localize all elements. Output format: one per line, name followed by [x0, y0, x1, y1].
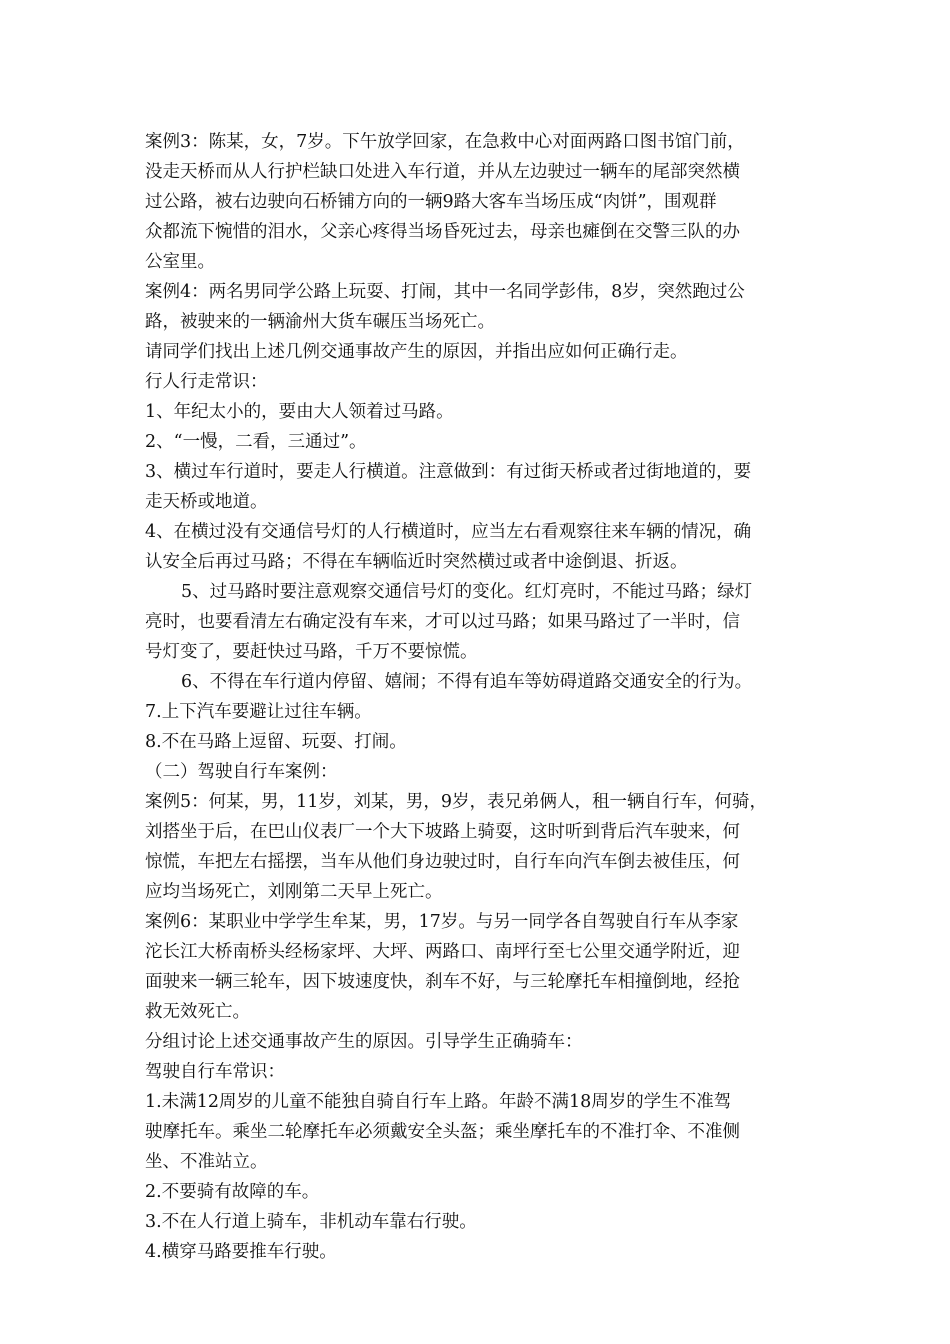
pedestrian-rule-3 [145, 457, 825, 517]
text-line: 坐、不准站立。 [145, 1152, 268, 1172]
pedestrian-rule-4 [145, 517, 825, 577]
paragraph-case-3 [145, 127, 825, 277]
text-line: 救无效死亡。 [145, 1002, 250, 1022]
text-line: 惊慌，车把左右摇摆，当车从他们身边驶过时，自行车向汽车倒去被佳压，何 [145, 852, 740, 872]
document-body [145, 127, 825, 1267]
text-line: 7.上下汽车要避让过往车辆。 [145, 702, 372, 722]
text-line: 6、不得在车行道内停留、嬉闹；不得有追车等妨碍道路交通安全的行为。 [181, 672, 753, 692]
text-line: 请同学们找出上述几例交通事故产生的原因，并指出应如何正确行走。 [145, 342, 688, 362]
text-line: 案例4：两名男同学公路上玩耍、打闹，其中一名同学彭伟，8岁，突然跑过公 [145, 282, 745, 302]
bicycle-rule-3 [145, 1207, 825, 1237]
heading-pedestrian-rules [145, 367, 825, 397]
pedestrian-rule-8 [145, 727, 825, 757]
text-line: 案例3：陈某，女，7岁。下午放学回家，在急救中心对面两路口图书馆门前， [145, 132, 745, 152]
paragraph-case-5 [145, 787, 825, 907]
text-line: 3、横过车行道时，要走人行横道。注意做到：有过街天桥或者过街地道的，要 [145, 462, 752, 482]
text-line: 过公路，被右边驶向石桥铺方向的一辆9路大客车当场压成“肉饼”，围观群 [145, 192, 717, 212]
text-line: 8.不在马路上逗留、玩耍、打闹。 [145, 732, 407, 752]
text-line: 5、过马路时要注意观察交通信号灯的变化。红灯亮时，不能过马路；绿灯 [181, 582, 753, 602]
text-line: 分组讨论上述交通事故产生的原因。引导学生正确骑车： [145, 1032, 583, 1052]
text-line: 4、在横过没有交通信号灯的人行横道时，应当左右看观察往来车辆的情况，确 [145, 522, 752, 542]
text-line: 认安全后再过马路；不得在车辆临近时突然横过或者中途倒退、折返。 [145, 552, 688, 572]
bicycle-rule-2 [145, 1177, 825, 1207]
text-line: 走天桥或地道。 [145, 492, 268, 512]
paragraph-case-4 [145, 277, 825, 337]
paragraph-case-6 [145, 907, 825, 1027]
text-line: 1、年纪太小的，要由大人领着过马路。 [145, 402, 454, 422]
text-line: 应均当场死亡，刘刚第二天早上死亡。 [145, 882, 443, 902]
text-line: 案例5：何某，男，11岁，刘某，男，9岁，表兄弟俩人，租一辆自行车，何骑， [145, 792, 768, 812]
heading-bicycle-rules [145, 1057, 825, 1087]
pedestrian-rule-5 [145, 577, 825, 667]
text-line: 刘搭坐于后，在巴山仪表厂一个大下坡路上骑耍，这时听到背后汽车驶来，何 [145, 822, 740, 842]
text-line: 沱长江大桥南桥头经杨家坪、大坪、两路口、南坪行至七公里交通学附近，迎 [145, 942, 740, 962]
text-line: 2.不要骑有故障的车。 [145, 1182, 320, 1202]
text-line: 驶摩托车。乘坐二轮摩托车必须戴安全头盔；乘坐摩托车的不准打伞、不准侧 [145, 1122, 740, 1142]
pedestrian-rule-1 [145, 397, 825, 427]
text-line: 案例6：某职业中学学生牟某，男，17岁。与另一同学各自驾驶自行车从李家 [145, 912, 739, 932]
text-line: 1.未满12周岁的儿童不能独自骑自行车上路。年龄不满18周岁的学生不准驾 [145, 1092, 732, 1112]
text-line: 面驶来一辆三轮车，因下坡速度快，刹车不好，与三轮摩托车相撞倒地，经抢 [145, 972, 740, 992]
text-line: 路，被驶来的一辆渝州大货车碾压当场死亡。 [145, 312, 495, 332]
section-heading-bicycle-cases [145, 757, 825, 787]
text-line: 驾驶自行车常识： [145, 1062, 285, 1082]
bicycle-rule-1 [145, 1087, 825, 1177]
text-line: 众都流下惋惜的泪水，父亲心疼得当场昏死过去，母亲也瘫倒在交警三队的办 [145, 222, 740, 242]
paragraph-task-2 [145, 1027, 825, 1057]
text-line: 亮时，也要看清左右确定没有车来，才可以过马路；如果马路过了一半时，信 [145, 612, 740, 632]
bicycle-rule-4 [145, 1237, 825, 1267]
text-line: 号灯变了，要赶快过马路，千万不要惊慌。 [145, 642, 478, 662]
text-line: 4.横穿马路要推车行驶。 [145, 1242, 337, 1262]
paragraph-task-1 [145, 337, 825, 367]
pedestrian-rule-7 [145, 697, 825, 727]
text-line: （二）驾驶自行车案例： [145, 762, 338, 782]
text-line: 公室里。 [145, 252, 215, 272]
text-line: 2、“一慢，二看，三通过”。 [145, 432, 367, 452]
pedestrian-rule-6 [145, 667, 825, 697]
text-line: 3.不在人行道上骑车，非机动车靠右行驶。 [145, 1212, 477, 1232]
pedestrian-rule-2 [145, 427, 825, 457]
text-line: 没走天桥而从人行护栏缺口处进入车行道，并从左边驶过一辆车的尾部突然横 [145, 162, 740, 182]
text-line: 行人行走常识： [145, 372, 268, 392]
